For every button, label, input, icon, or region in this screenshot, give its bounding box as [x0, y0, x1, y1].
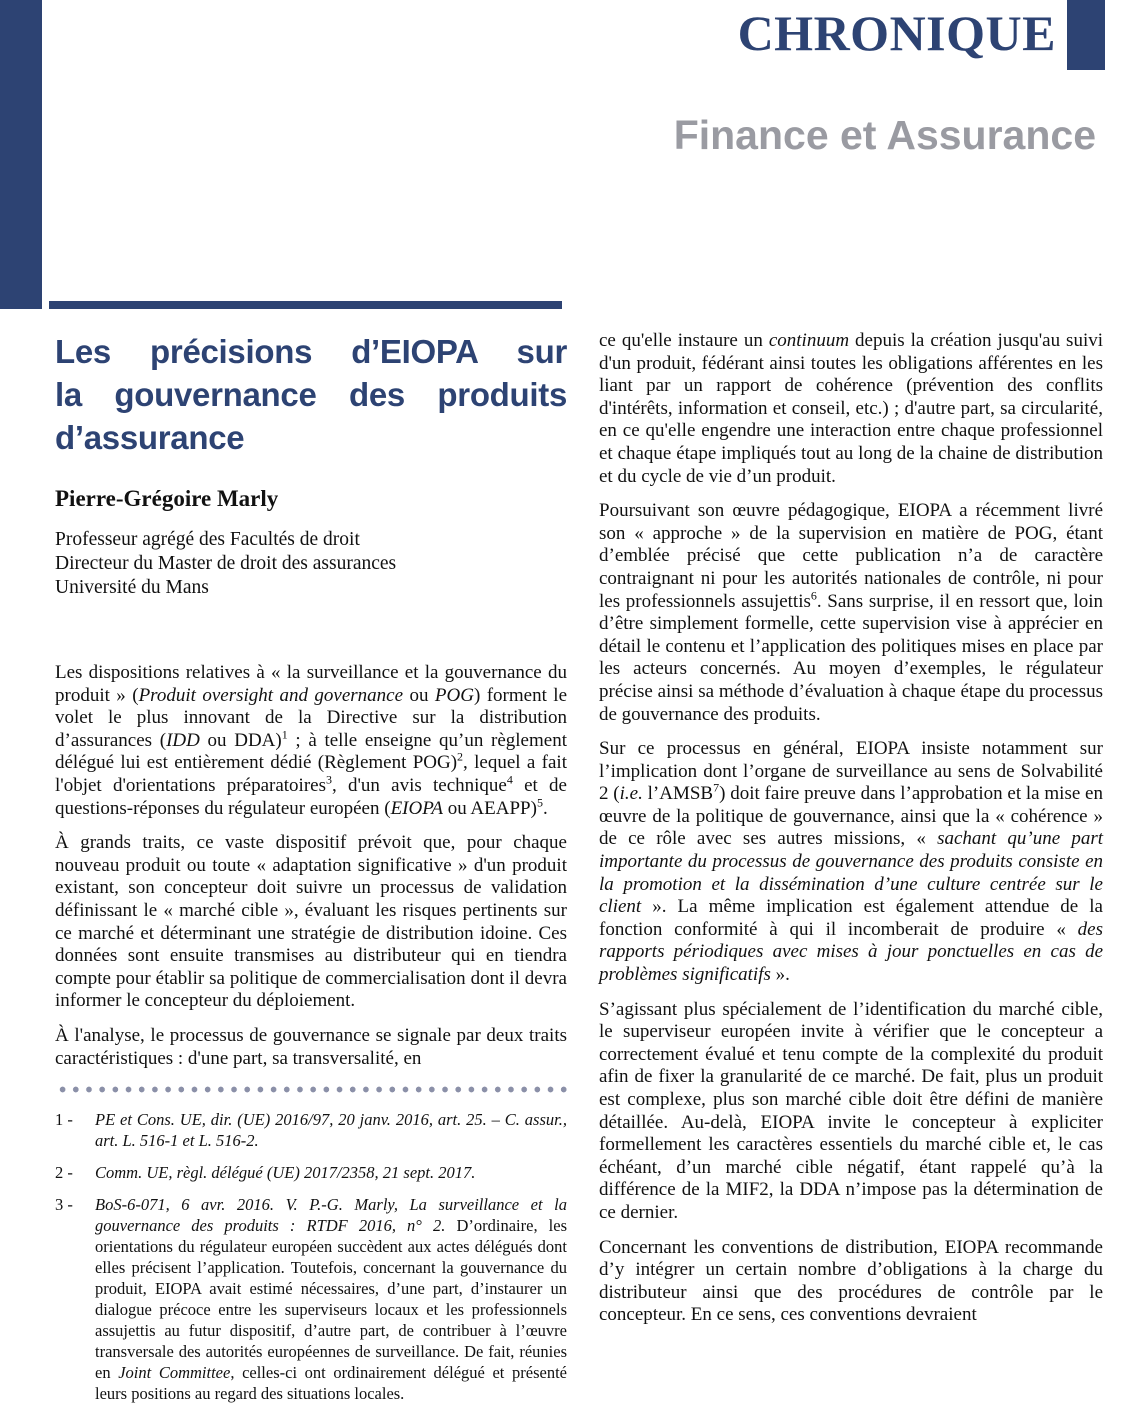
footnote-number: 3 - — [55, 1195, 73, 1215]
article-title-line: d’assurance — [55, 419, 245, 456]
author-affiliations — [55, 528, 567, 600]
section-title: Finance et Assurance — [673, 112, 1096, 158]
paragraph: À l'analyse, le processus de gouvernance se signale par deux traits caractéristiques : d'une part, sa transversalité, en — [55, 1024, 567, 1069]
affiliation-line: Professeur agrégé des Facultés de droit — [55, 529, 360, 550]
right-column — [599, 330, 1103, 1406]
footnote-number: 2 - — [55, 1163, 73, 1183]
footnote-text: Comm. UE, règl. délégué (UE) 2017/2358, 21 sept. 2017. — [95, 1163, 476, 1183]
article-title-line: la gouvernance des produits — [55, 376, 567, 413]
paragraph: À grands traits, ce vaste dispositif prévoit que, pour chaque nouveau produit ou toute « adaptation significative » d'un produit existant, son concepteur doit suivre un processus de validation définissant le « marché cible », évaluant les risques pertinents sur ce marché et déterminant une stratégie de distribution idoine. Ces données sont ensuite transmises au distributeur qui en tiendra compte pour établir sa politique de commercialisation dont il devra informer le concepteur du déploiement. — [55, 832, 567, 1012]
title-rule — [49, 301, 562, 309]
footnote — [55, 1109, 567, 1151]
paragraph: S’agissant plus spécialement de l’identification du marché cible, le superviseur européen invite à vérifier que le concepteur a correctement évalué et tenu compte de la complexité du produit afin de fixer la granularité de ce marché. De fait, plus un produit est complexe, plus son marché cible doit être défini de manière détaillée. Au-delà, EIOPA invite le concepteur à expliciter formellement les caractères essentiels du marché cible et, le cas échéant, d’un marché cible négatif, étant rappelé qu’à la différence de la MIF2, la DDA n’impose pas la détermination de ce dernier. — [599, 998, 1103, 1223]
chronique-heading: CHRONIQUE — [737, 5, 1056, 61]
paragraph: Les dispositions relatives à « la surveillance et la gouvernance du produit » (Produit oversight and governance ou POG) forment le volet le plus innovant de la Directive sur la distribution d’assurances (IDD ou DDA)$^1$ ; à telle enseigne qu’un règlement délégué lui est entièrement dédié (Règlement POG)$^2$, lequel a fait l'objet d'orientations préparatoires$^3$, d'un avis technique$^4$ et de questions-réponses du régulateur européen (EIOPA ou AEAPP)$^5$. — [55, 662, 568, 819]
article-title — [55, 330, 567, 459]
left-column-body — [55, 662, 567, 1070]
paragraph: Sur ce processus en général, EIOPA insiste notamment sur l’implication dont l’organe de surveillance au sens de Solvabilité 2 (i.e. l’AMSB$^7$) doit faire preuve dans l’approbation et la mise en œuvre de la politique de gouvernance, ainsi que la « cohérence » de ce rôle avec ses autres missions, « sachant qu’une part importante du processus de gouvernance des produits consiste en la promotion et la dissémination d’une culture centrée sur le client ». La même implication est également attendue de la fonction conformité à qui il incomberait de produire « des rapports périodiques avec mises à jour ponctuelles en cas de problèmes significatifs ». — [599, 738, 1103, 986]
chronique-accent-block — [1067, 0, 1105, 70]
right-column-body — [599, 330, 1103, 1327]
left-column — [55, 330, 567, 1406]
paragraph: Poursuivant son œuvre pédagogique, EIOPA a récemment livré son « approche » de la supervision en matière de POG, étant d’emblée précisé que cette publication n’a de caractère contraignant ni pour les autorités nationales de contrôle, ni pour les professionnels assujettis$^6$. Sans surprise, il en ressort que, loin d’être simplement formelle, cette supervision vise à apprécier en détail le contenu et l’application des politiques mises en place par les acteurs concernés. Au moyen d’exemples, le régulateur précise ainsi sa méthode d’évaluation à chaque étape du processus de gouvernance des produits. — [599, 500, 1104, 725]
left-accent-bar — [0, 0, 42, 309]
paragraph: ce qu'elle instaure un continuum depuis la création jusqu'au suivi d'un produit, fédérant ainsi toutes les obligations afférentes en les liant par un rapport de cohérence (prévention des conflits d'intérêts, information et conseil, etc.) ; d'autre part, sa circularité, en ce qu'elle engendre une interaction entre chaque professionnel et chaque étape impliqués tout au long de la chaine de distribution et du cycle de vie d’un produit. — [599, 330, 1104, 487]
footnotes — [55, 1109, 567, 1404]
affiliation-line: Directeur du Master de droit des assurances — [55, 553, 397, 574]
footnote — [55, 1162, 567, 1183]
paragraph: Concernant les conventions de distribution, EIOPA recommande d’y intégrer un certain nombre d’obligations à la charge du distributeur ainsi que des procédures de contrôle par le concepteur. En ce sens, ces conventions devraient — [599, 1236, 1103, 1326]
article-title-line: Les précisions d’EIOPA sur — [55, 333, 567, 370]
footnote-separator-dots — [55, 1086, 567, 1093]
footnote-number: 1 - — [55, 1110, 73, 1130]
footnote — [55, 1194, 567, 1404]
two-column-layout — [55, 330, 1103, 1406]
footnote-text: BoS-6-071, 6 avr. 2016. V. P.-G. Marly, La surveillance et la gouvernance des produits : RTDF 2016, n° 2. D’ordinaire, les orientations du régulateur européen succèdent aux actes délégués dont elles précisent l’application. Toutefois, concernant la gouvernance du produit, EIOPA avait estimé nécessaires, d’une part, d’instaurer un dialogue précoce entre les superviseurs locaux et les professionnels assujettis au futur dispositif, d’autre part, de contribuer à l’œuvre transversale des autorités européennes de surveillance. De fait, réunies en Joint Committee, celles-ci ont ordinairement délégué et présenté leurs positions au regard des situations locales. — [95, 1195, 568, 1404]
author-name: Pierre-Grégoire Marly — [55, 486, 279, 511]
footnote-text: PE et Cons. UE, dir. (UE) 2016/97, 20 janv. 2016, art. 25. – C. assur., art. L. 516-1 et L. 516-2. — [95, 1110, 567, 1151]
affiliation-line: Université du Mans — [55, 577, 209, 598]
